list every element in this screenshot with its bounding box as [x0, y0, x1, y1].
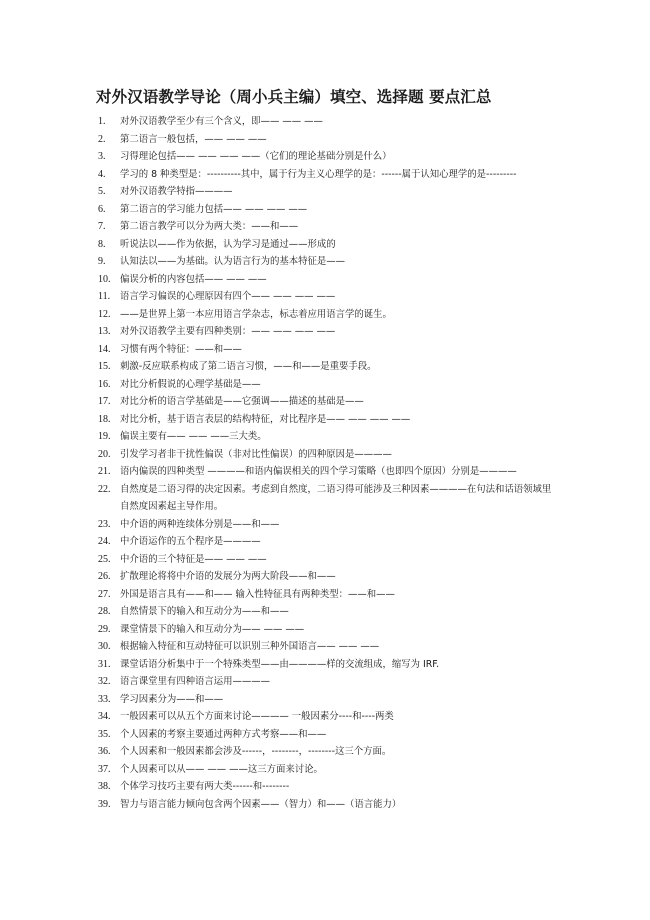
item-number: 2.	[98, 133, 106, 145]
list-item	[98, 743, 558, 761]
item-number: 4.	[98, 168, 106, 180]
item-number: 6.	[98, 203, 106, 215]
item-number: 16.	[98, 378, 111, 390]
item-number: 34.	[98, 711, 111, 722]
item-number: 15.	[98, 361, 111, 372]
list-item	[98, 148, 558, 166]
item-text: 学习因素分为——和——	[120, 693, 224, 705]
item-text: 个人因素可以从—— —— ——这三方面来讨论。	[120, 763, 323, 775]
item-text: 中介语的三个特征是—— —— ——	[120, 553, 267, 565]
item-number: 7.	[98, 221, 106, 232]
item-text: 刺激-反应联系构成了第二语言习惯，——和——是重要手段。	[120, 361, 377, 372]
item-number: 36.	[98, 746, 111, 757]
item-text: ——是世界上第一本应用语言学杂志，标志着应用语言学的诞生。	[120, 308, 392, 320]
item-text: 对比分析的语言学基础是——它强调——描述的基础是——	[120, 396, 364, 407]
item-number: 3.	[98, 151, 106, 162]
item-text: 偏误分析的内容包括—— —— ——	[120, 273, 267, 285]
item-text: 习得理论包括—— —— —— ——（它们的理论基础分别是什么）	[120, 151, 392, 162]
item-text: 听说法以——作为依据，认为学习是通过——形成的	[120, 238, 336, 250]
item-text: 学习的 8 种类型是：----------其中，属于行为主义心理学的是：------属于认知心理学的是---------	[120, 168, 517, 180]
item-text: 偏误主要有—— —— ——三大类。	[120, 431, 267, 442]
item-number: 39.	[98, 798, 111, 810]
item-number: 33.	[98, 693, 111, 705]
list-item	[98, 568, 558, 586]
list-item	[98, 428, 558, 446]
list-item	[98, 446, 558, 464]
list-item	[98, 481, 558, 516]
item-number: 8.	[98, 238, 106, 250]
item-text: 个人因素和一般因素都会涉及------，--------，--------这三个方面。	[120, 746, 392, 757]
list-item	[98, 638, 558, 656]
item-number: 25.	[98, 553, 111, 565]
item-number: 28.	[98, 606, 111, 617]
list-item	[98, 533, 558, 551]
list-item	[98, 691, 558, 709]
item-number: 17.	[98, 396, 111, 407]
item-number: 21.	[98, 466, 111, 477]
item-number: 23.	[98, 518, 111, 530]
item-number: 22.	[98, 483, 111, 495]
list-item	[98, 131, 558, 149]
item-text: 语内偏误的四种类型 ————和语内偏误相关的四个学习策略（也即四个原因）分别是————	[120, 466, 517, 477]
item-text: 第二语言一般包括，—— —— ——	[120, 133, 267, 145]
item-text: 对外汉语教学主要有四种类别：—— —— —— ——	[120, 326, 336, 337]
list-item	[98, 796, 558, 814]
item-number: 5.	[98, 186, 106, 197]
list-item	[98, 288, 558, 306]
list-item	[98, 166, 558, 184]
item-text: 扩散理论将将中介语的发展分为两大阶段——和——	[120, 571, 336, 582]
item-number: 29.	[98, 623, 111, 635]
list-item	[98, 778, 558, 796]
item-number: 27.	[98, 588, 111, 600]
list-item	[98, 306, 558, 324]
item-number: 31.	[98, 658, 111, 670]
list-item	[98, 551, 558, 569]
item-text: 对外汉语教学特指————	[120, 186, 233, 197]
list-item	[98, 761, 558, 779]
item-number: 20.	[98, 448, 111, 460]
list-item	[98, 113, 558, 131]
list-item	[98, 708, 558, 726]
item-number: 1.	[98, 116, 106, 127]
list-item	[98, 341, 558, 359]
list-item	[98, 463, 558, 481]
item-number: 19.	[98, 431, 111, 442]
item-text: 引发学习者非干扰性偏误（非对比性偏误）的四种原因是————	[120, 448, 392, 460]
item-text: 对外汉语教学至少有三个含义，即—— —— ——	[120, 116, 323, 127]
list-item	[98, 673, 558, 691]
item-number: 13.	[98, 326, 111, 337]
item-text: 自然情景下的输入和互动分为——和——	[120, 606, 289, 617]
item-number: 35.	[98, 728, 111, 740]
item-text: 根据输入特征和互动特征可以识别三种外国语言—— —— ——	[120, 641, 380, 652]
list-item	[98, 236, 558, 254]
list-item	[98, 586, 558, 604]
item-text: 对比分析，基于语言表层的结构特征，对比程序是—— —— —— ——	[120, 413, 411, 425]
item-number: 12.	[98, 308, 111, 320]
item-text: 课堂情景下的输入和互动分为—— —— ——	[120, 623, 305, 635]
item-number: 26.	[98, 571, 111, 582]
item-text: 认知法以——为基础。认为语言行为的基本特征是——	[120, 256, 346, 267]
item-number: 30.	[98, 641, 111, 652]
list-item	[98, 271, 558, 289]
item-text: 外国是语言具有——和—— 输入性特征具有两种类型：——和——	[120, 588, 395, 600]
list-item	[98, 603, 558, 621]
list-item	[98, 726, 558, 744]
item-number: 11.	[98, 291, 111, 302]
item-number: 14.	[98, 343, 111, 355]
list-item	[98, 183, 558, 201]
list-item	[98, 218, 558, 236]
list-item	[98, 411, 558, 429]
item-number: 38.	[98, 781, 111, 792]
item-text: 个体学习技巧主要有两大类------和--------	[120, 781, 290, 792]
list-item	[98, 358, 558, 376]
item-text: 中介语的两种连续体分别是——和——	[120, 518, 280, 530]
item-number: 10.	[98, 273, 111, 285]
list-item	[98, 376, 558, 394]
item-text: 语言学习偏误的心理原因有四个—— —— —— ——	[120, 291, 336, 302]
item-text: 第二语言的学习能力包括—— —— —— ——	[120, 203, 308, 215]
list-item	[98, 253, 558, 271]
item-text: 智力与语言能力倾向包含两个因素——（智力）和——（语言能力）	[120, 798, 402, 810]
item-number: 24.	[98, 536, 111, 547]
item-text: 一般因素可以从五个方面来讨论———— 一般因素分----和----两类	[120, 711, 394, 722]
item-number: 18.	[98, 413, 111, 425]
item-text: 语言课堂里有四种语言运用————	[120, 676, 271, 687]
list-item	[98, 201, 558, 219]
item-text: 第二语言教学可以分为两大类：——和——	[120, 221, 299, 232]
item-text: 习惯有两个特征：——和——	[120, 343, 242, 355]
item-number: 32.	[98, 676, 111, 687]
list-item	[98, 656, 558, 674]
item-text: 自然度是二语习得的决定因素。考虑到自然度，二语习得可能涉及三种因素————在句法和话语领域里自然度因素起主导作用。	[120, 483, 552, 512]
list-item	[98, 516, 558, 534]
item-text: 课堂话语分析集中于一个特殊类型——由————样的交流组成，缩写为 IRF.	[120, 658, 440, 670]
list-item	[98, 393, 558, 411]
document-title: 对外汉语教学导论（周小兵主编）填空、选择题 要点汇总	[96, 88, 492, 106]
question-list	[98, 113, 558, 813]
list-item	[98, 323, 558, 341]
item-number: 9.	[98, 256, 106, 267]
item-number: 37.	[98, 763, 111, 775]
item-text: 中介语运作的五个程序是————	[120, 536, 261, 547]
item-text: 个人因素的考察主要通过两种方式考察——和——	[120, 728, 327, 740]
list-item	[98, 621, 558, 639]
item-text: 对比分析假说的心理学基础是——	[120, 378, 261, 390]
